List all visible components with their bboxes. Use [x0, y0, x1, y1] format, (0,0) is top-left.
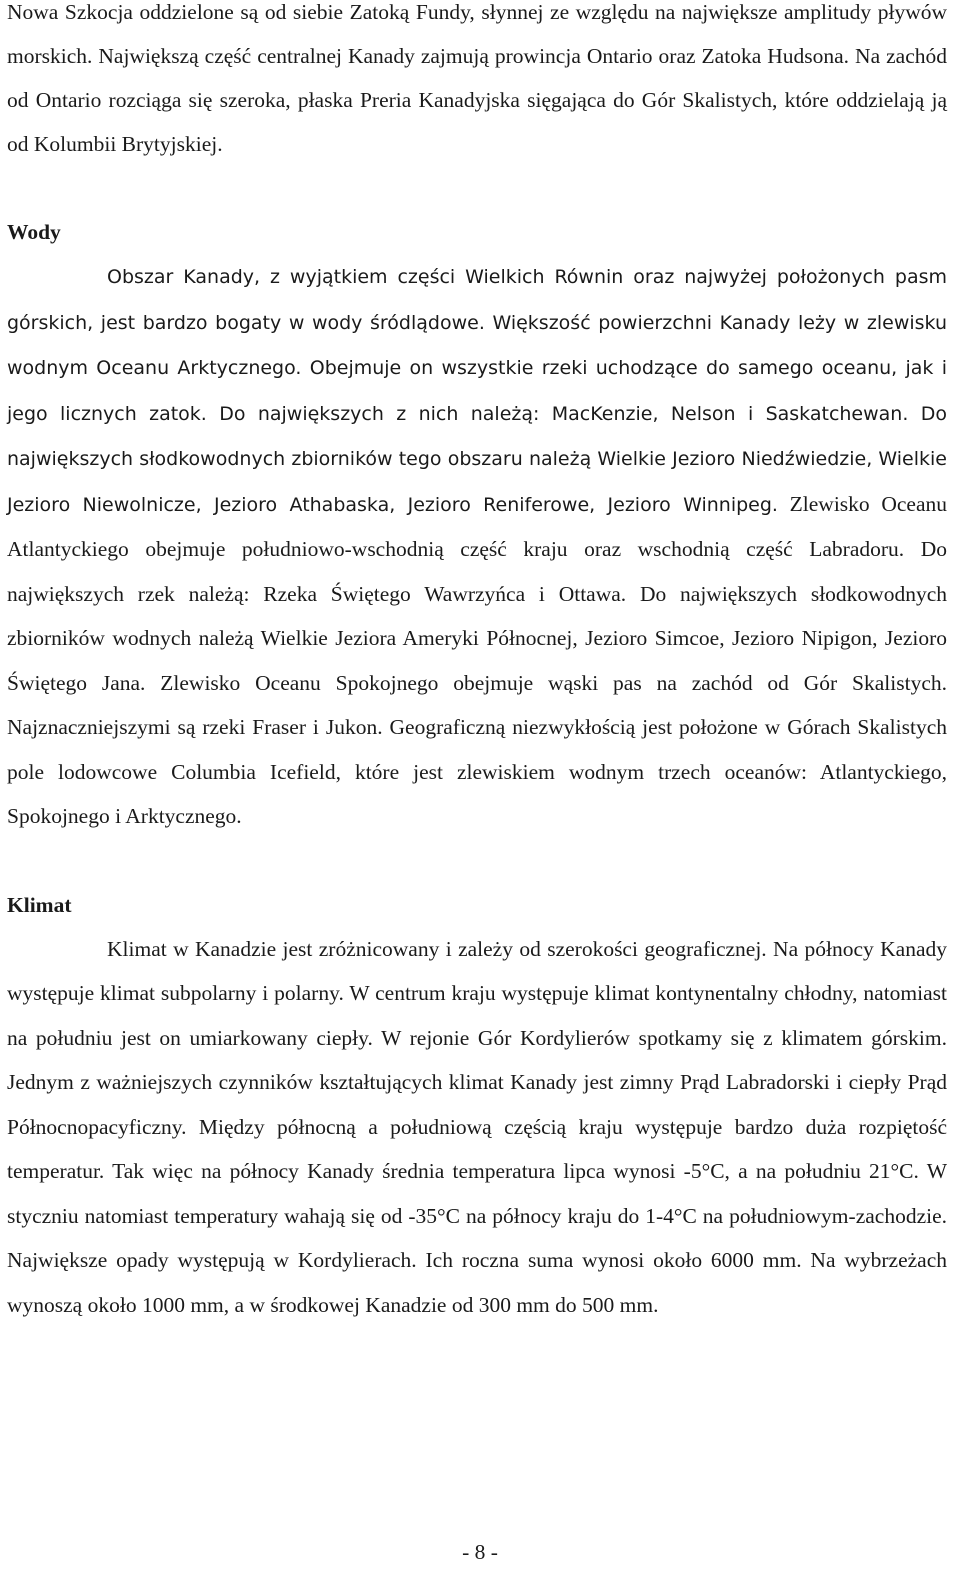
page-number: - 8 -	[462, 1540, 498, 1564]
paragraph-wody	[7, 254, 947, 839]
paragraph-wody-part-serif: Zlewisko Oceanu Atlantyckiego obejmuje południowo-wschodnią część kraju oraz wschodnią część Labradoru. Do największych rzek należą: Rzeka Świętego Wawrzyńca i Ottawa. Do największych słodkowodnych zbiorników wodnych należą Wielkie Jeziora Ameryki Północnej, Jezioro Simcoe, Jezioro Nipigon, Jezioro Świętego Jana. Zlewisko Oceanu Spokojnego obejmuje wąski pas na zachód od Gór Skalistych. Najznaczniejszymi są rzeki Fraser i Jukon. Geograficzną niezwykłością jest położone w Górach Skalistych pole lodowcowe Columbia Icefield, które jest zlewiskiem wodnym trzech oceanów: Atlantyckiego, Spokojnego i Arktycznego.	[7, 491, 947, 828]
paragraph-wody-part-sans: Obszar Kanady, z wyjątkiem części Wielkich Równin oraz najwyżej położonych pasm górskich, jest bardzo bogaty w wody śródlądowe. Większość powierzchni Kanady leży w zlewisku wodnym Oceanu Arktycznego. Obejmuje on wszystkie rzeki uchodzące do samego oceanu, jak i jego licznych zatok. Do największych z nich należą: MacKenzie, Nelson i Saskatchewan. Do największych słodkowodnych zbiorników tego obszaru należą Wielkie Jezioro Niedźwiedzie, Wielkie Jezioro Niewolnicze, Jezioro Athabaska, Jezioro Reniferowe, Jezioro Winnipeg.	[7, 266, 947, 516]
document-page	[7, 0, 947, 1327]
section-heading-wody: Wody	[7, 220, 61, 244]
intro-paragraph: Nowa Szkocja oddzielone są od siebie Zatoką Fundy, słynnej ze względu na największe amplitudy pływów morskich. Największą część centralnej Kanady zajmują prowincja Ontario oraz Zatoka Hudsona. Na zachód od Ontario rozciąga się szeroka, płaska Preria Kanadyjska sięgająca do Gór Skalistych, które oddzielają ją od Kolumbii Brytyjskiej.	[7, 0, 947, 156]
section-heading-klimat: Klimat	[7, 892, 72, 917]
paragraph-klimat: Klimat w Kanadzie jest zróżnicowany i zależy od szerokości geograficznej. Na północy Kanady występuje klimat subpolarny i polarny. W centrum kraju występuje klimat kontynentalny chłodny, natomiast na południu jest on umiarkowany ciepły. W rejonie Gór Kordylierów spotkamy się z klimatem górskim. Jednym z ważniejszych czynników kształtujących klimat Kanady jest zimny Prąd Labradorski i ciepły Prąd Północnopacyficzny. Między północną a południową częścią kraju występuje bardzo duża rozpiętość temperatur. Tak więc na północy Kanady średnia temperatura lipca wynosi -5°C, a na południu 21°C. W styczniu natomiast temperatury wahają się od -35°C na północy kraju do 1-4°C na południowym-zachodzie. Największe opady występują w Kordylierach. Ich roczna suma wynosi około 6000 mm. Na wybrzeżach wynoszą około 1000 mm, a w środkowej Kanadzie od 300 mm do 500 mm.	[7, 936, 947, 1317]
